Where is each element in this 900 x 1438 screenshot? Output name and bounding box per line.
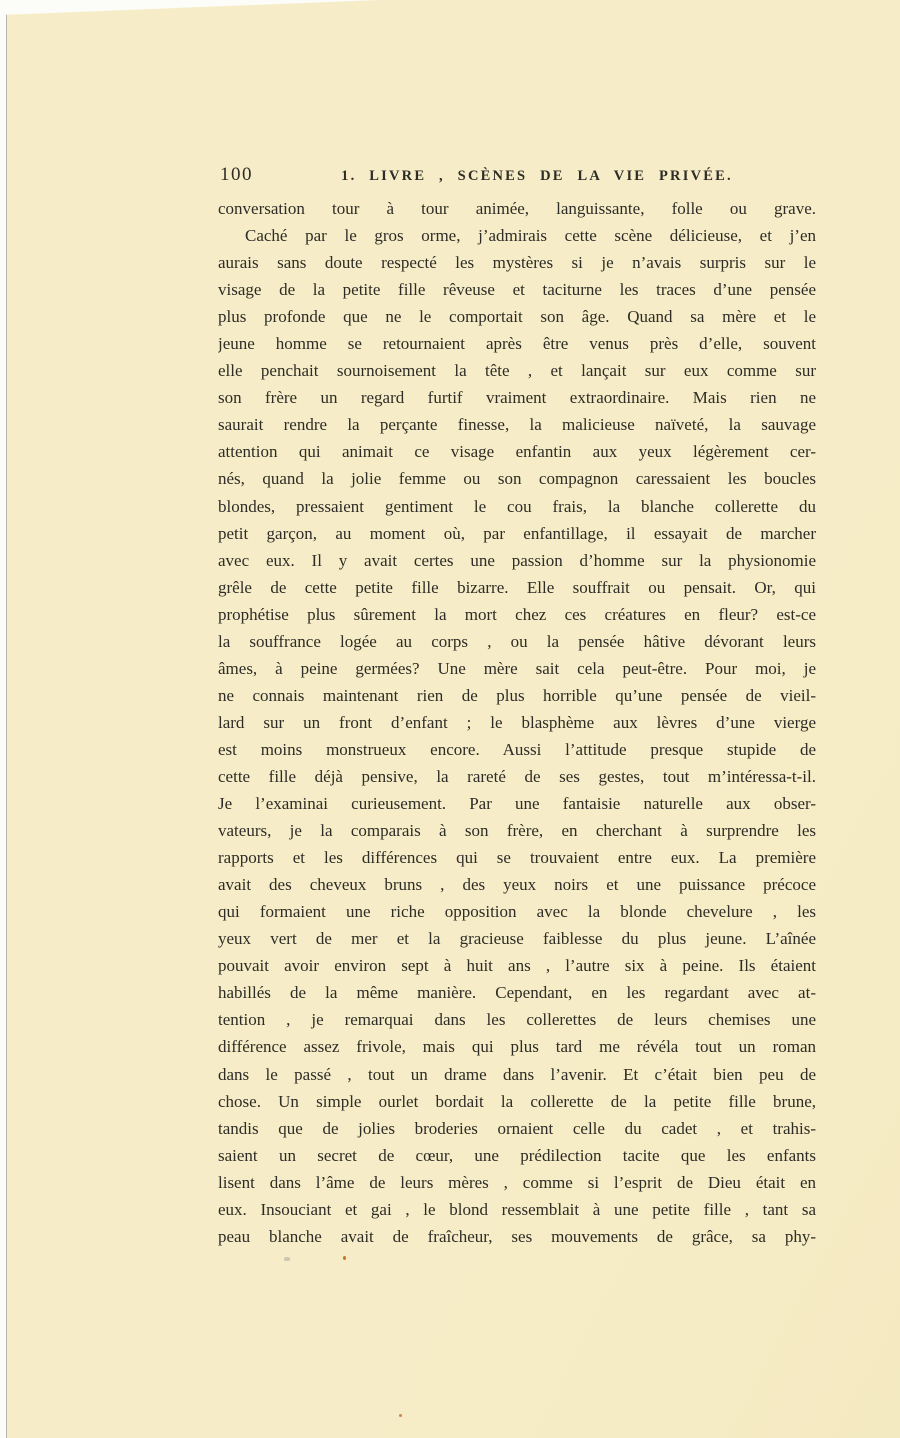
text-line: aurais sans doute respecté les mystères si je n’avais surpris sur le bbox=[218, 253, 816, 273]
text-line: âmes, à peine germées? Une mère sait cela peut-être. Pour moi, je bbox=[218, 658, 816, 678]
text-line: petit garçon, au moment où, par enfantillage, il essayait de marcher bbox=[218, 523, 816, 543]
text-line: dans le passé , tout un drame dans l’avenir. Et c’était bien peu de bbox=[218, 1064, 816, 1084]
text-line: visage de la petite fille rêveuse et taciturne les traces d’une pensée bbox=[218, 280, 816, 300]
text-line: plus profonde que ne le comportait son âge. Quand sa mère et le bbox=[218, 307, 816, 327]
text-line: habillés de la même manière. Cependant, en les regardant avec at- bbox=[218, 983, 816, 1003]
text-line: blondes, pressaient gentiment le cou frais, la blanche collerette du bbox=[218, 496, 816, 516]
running-title: 1. LIVRE , SCÈNES DE LA VIE PRIVÉE. bbox=[341, 168, 733, 184]
text-line: tention , je remarquai dans les collerettes de leurs chemises une bbox=[218, 1010, 816, 1030]
page-number: 100 bbox=[220, 164, 253, 185]
text-line: Caché par le gros orme, j’admirais cette scène délicieuse, et j’en bbox=[245, 226, 816, 246]
text-line: jeune homme se retournaient après être venus près d’elle, souvent bbox=[218, 334, 816, 354]
text-line: Je l’examinai curieusement. Par une fantaisie naturelle aux obser- bbox=[218, 794, 816, 814]
text-line: qui formaient une riche opposition avec la blonde chevelure , les bbox=[218, 902, 816, 922]
text-line: attention qui animait ce visage enfantin aux yeux légèrement cer- bbox=[218, 442, 816, 462]
text-line: avait des cheveux bruns , des yeux noirs et une puissance précoce bbox=[218, 875, 816, 895]
text-line: tandis que de jolies broderies ornaient celle du cadet , et trahis- bbox=[218, 1118, 816, 1138]
text-line: la souffrance logée au corps , ou la pensée hâtive dévorant leurs bbox=[218, 631, 816, 651]
page-header bbox=[218, 164, 816, 190]
text-line: différence assez frivole, mais qui plus tard me révéla tout un roman bbox=[218, 1037, 816, 1057]
text-line: ne connais maintenant rien de plus horrible qu’une pensée de vieil- bbox=[218, 685, 816, 705]
text-line: rapports et les différences qui se trouvaient entre eux. La première bbox=[218, 848, 816, 868]
text-line: elle penchait sournoisement la tête , et lançait sur eux comme sur bbox=[218, 361, 816, 381]
text-line: eux. Insouciant et gai , le blond ressemblait à une petite fille , tant sa bbox=[218, 1199, 816, 1219]
text-line: vateurs, je la comparais à son frère, en cherchant à surprendre les bbox=[218, 821, 816, 841]
text-line: saient un secret de cœur, une prédilection tacite que les enfants bbox=[218, 1145, 816, 1165]
paper-speck bbox=[399, 1414, 402, 1417]
text-line: avec eux. Il y avait certes une passion d’homme sur la physionomie bbox=[218, 550, 816, 570]
scan-edge-top bbox=[0, 0, 380, 15]
text-line: conversation tour à tour animée, languissante, folle ou grave. bbox=[218, 199, 816, 218]
body-text bbox=[218, 195, 816, 1250]
text-line: pouvait avoir environ sept à huit ans , l’autre six à peine. Ils étaient bbox=[218, 956, 816, 976]
text-line: saurait rendre la perçante finesse, la malicieuse naïveté, la sauvage bbox=[218, 415, 816, 435]
paper-speck bbox=[343, 1256, 346, 1260]
text-line: son frère un regard furtif vraiment extraordinaire. Mais rien ne bbox=[218, 388, 816, 408]
text-line: chose. Un simple ourlet bordait la collerette de la petite fille brune, bbox=[218, 1091, 816, 1111]
text-line: cette fille déjà pensive, la rareté de ses gestes, tout m’intéressa-t-il. bbox=[218, 766, 816, 786]
text-line: lard sur un front d’enfant ; le blasphème aux lèvres d’une vierge bbox=[218, 712, 816, 732]
text-line: peau blanche avait de fraîcheur, ses mouvements de grâce, sa phy- bbox=[218, 1226, 816, 1246]
text-line: nés, quand la jolie femme ou son compagnon caressaient les boucles bbox=[218, 469, 816, 489]
text-line: yeux vert de mer et la gracieuse faiblesse du plus jeune. L’aînée bbox=[218, 929, 816, 949]
text-line: prophétise plus sûrement la mort chez ces créatures en fleur? est-ce bbox=[218, 604, 816, 624]
paper-speck bbox=[284, 1257, 290, 1261]
text-line: grêle de cette petite fille bizarre. Elle souffrait ou pensait. Or, qui bbox=[218, 577, 816, 597]
text-line: lisent dans l’âme de leurs mères , comme si l’esprit de Dieu était en bbox=[218, 1172, 816, 1192]
scan-edge-left bbox=[0, 0, 7, 1438]
text-line: est moins monstrueux encore. Aussi l’attitude presque stupide de bbox=[218, 739, 816, 759]
